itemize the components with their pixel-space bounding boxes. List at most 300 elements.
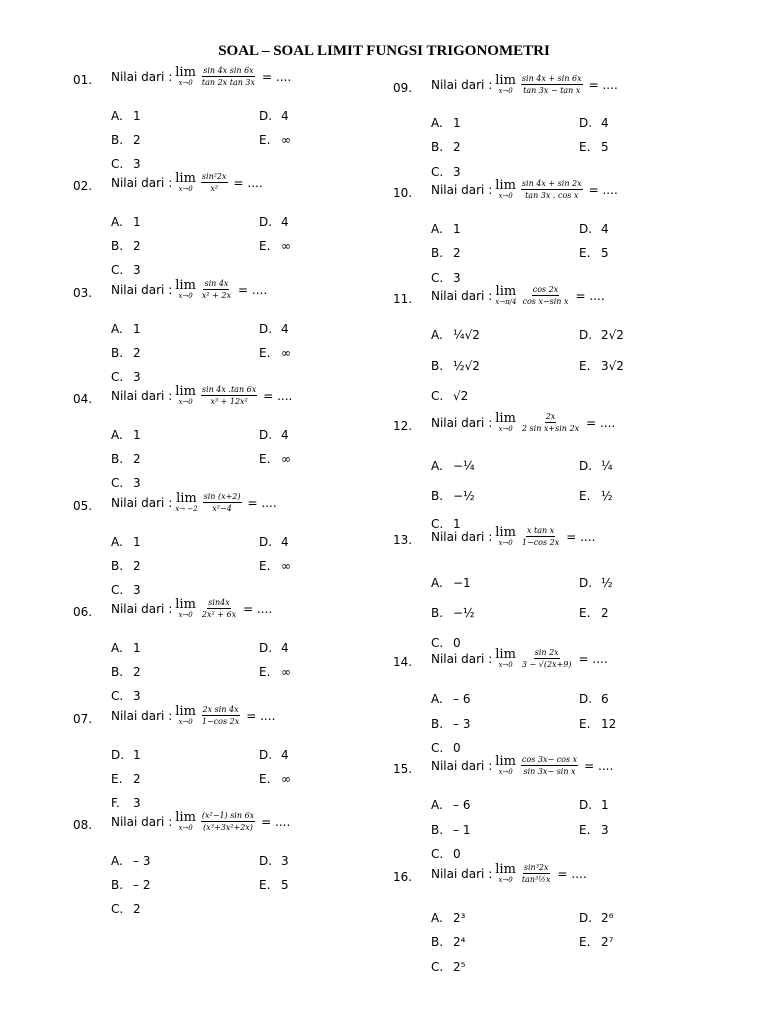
answer-option[interactable] <box>111 641 141 655</box>
fraction-denominator: x² + 2x <box>201 291 232 301</box>
answer-option[interactable] <box>259 748 289 762</box>
answer-option[interactable] <box>259 452 291 466</box>
answer-option[interactable] <box>259 878 289 892</box>
option-letter: C. <box>431 741 444 755</box>
question-number: 11. <box>393 292 413 306</box>
answer-option[interactable] <box>111 854 150 868</box>
limit-approach: x→0 <box>178 718 193 727</box>
question-header <box>393 525 723 560</box>
answer-option[interactable] <box>111 452 141 466</box>
answer-option[interactable] <box>431 823 470 837</box>
answer-option[interactable] <box>431 165 461 179</box>
option-letter: D. <box>259 748 273 762</box>
option-letter: A. <box>111 854 123 868</box>
question-text <box>431 179 618 200</box>
answer-option[interactable] <box>259 215 289 229</box>
equals-dots: = .... <box>584 758 614 773</box>
option-value: 4 <box>281 535 289 549</box>
question-text <box>111 172 263 193</box>
answer-option[interactable] <box>431 459 475 473</box>
option-value: 2 <box>133 902 141 916</box>
answer-option[interactable] <box>111 346 141 360</box>
equals-dots: = .... <box>588 77 618 92</box>
limit-operator <box>495 648 516 669</box>
option-value: ½ <box>601 489 613 503</box>
option-letter: B. <box>111 133 124 147</box>
option-letter: E. <box>579 717 591 731</box>
fraction-numerator: sin²2x <box>201 172 228 183</box>
answer-option[interactable] <box>111 215 141 229</box>
option-value: 4 <box>601 222 609 236</box>
limit-fraction <box>521 179 583 200</box>
question-number: 13. <box>393 533 413 547</box>
option-value: 1 <box>133 215 141 229</box>
answer-option[interactable] <box>259 239 291 253</box>
option-value: 5 <box>601 246 609 260</box>
option-value: ∞ <box>281 452 291 466</box>
option-value: 12 <box>601 717 617 731</box>
option-value: ∞ <box>281 772 291 786</box>
limit-operator <box>495 412 516 433</box>
option-letter: B. <box>111 452 124 466</box>
answer-option[interactable] <box>579 359 624 373</box>
answer-option[interactable] <box>259 346 291 360</box>
fraction-numerator: 2x sin 4x <box>202 705 240 716</box>
question-prefix: Nilai dari : <box>111 282 173 297</box>
fraction-numerator: 2x <box>545 412 557 423</box>
option-value: 4 <box>281 215 289 229</box>
answer-option[interactable] <box>579 459 613 473</box>
answer-option[interactable] <box>579 246 609 260</box>
fraction-numerator: sin 4x + sin 6x <box>521 74 583 85</box>
option-value: 0 <box>453 741 461 755</box>
fraction-denominator: tan³½x <box>521 875 551 885</box>
question-header <box>393 284 723 319</box>
option-value: 3 <box>453 271 461 285</box>
answer-option[interactable] <box>431 222 461 236</box>
option-letter: D. <box>259 322 273 336</box>
option-value: 1 <box>133 748 141 762</box>
question-text <box>431 755 613 776</box>
limit-fraction <box>203 492 242 513</box>
limit-operator <box>175 598 196 619</box>
option-value: 5 <box>281 878 289 892</box>
answer-option[interactable] <box>111 878 150 892</box>
limit-fraction <box>201 598 237 619</box>
answer-option[interactable] <box>111 322 141 336</box>
option-value: 2⁵ <box>453 960 466 974</box>
option-value: 1 <box>133 428 141 442</box>
limit-approach: x→0 <box>498 192 513 201</box>
question-number: 08. <box>73 818 93 832</box>
option-letter: C. <box>111 902 124 916</box>
option-letter: A. <box>431 576 443 590</box>
option-value: 2 <box>601 606 609 620</box>
answer-option[interactable] <box>259 109 289 123</box>
question-text <box>431 648 608 669</box>
fraction-numerator: sin 4x + sin 2x <box>521 179 583 190</box>
option-value: 4 <box>281 322 289 336</box>
option-letter: B. <box>431 717 444 731</box>
limit-fraction <box>521 412 580 433</box>
option-letter: B. <box>111 346 124 360</box>
limit-fraction <box>521 863 552 884</box>
option-letter: D. <box>579 222 593 236</box>
fraction-denominator: 1−cos 2x <box>521 538 560 548</box>
fraction-denominator: (x³+3x²+2x) <box>203 823 253 833</box>
question-number: 06. <box>73 605 93 619</box>
question-prefix: Nilai dari : <box>431 415 493 430</box>
question-header <box>73 278 403 313</box>
question-number: 09. <box>393 81 413 95</box>
option-value: 2 <box>453 140 461 154</box>
answer-option[interactable] <box>259 641 289 655</box>
question-prefix: Nilai dari : <box>431 651 493 666</box>
option-letter: B. <box>431 823 444 837</box>
question-prefix: Nilai dari : <box>111 175 173 190</box>
option-value: 3 <box>133 157 141 171</box>
question-prefix: Nilai dari : <box>431 529 493 544</box>
answer-option[interactable] <box>579 911 613 925</box>
question-prefix: Nilai dari : <box>431 866 493 881</box>
answer-option[interactable] <box>111 665 141 679</box>
answer-option[interactable] <box>431 847 461 861</box>
answer-option[interactable] <box>111 428 141 442</box>
question-prefix: Nilai dari : <box>431 77 493 92</box>
question-text <box>431 863 587 884</box>
limit-operator <box>175 811 196 832</box>
answer-option[interactable] <box>579 935 613 949</box>
answer-option[interactable] <box>111 535 141 549</box>
equals-dots: = .... <box>233 175 263 190</box>
option-value: 4 <box>601 116 609 130</box>
option-value: 2 <box>133 239 141 253</box>
question-prefix: Nilai dari : <box>431 182 493 197</box>
option-letter: A. <box>111 215 123 229</box>
option-letter: D. <box>259 109 273 123</box>
fraction-denominator: sin 3x− sin x <box>523 767 576 777</box>
limit-word: lim <box>175 597 196 613</box>
equals-dots: = .... <box>557 866 587 881</box>
question-prefix: Nilai dari : <box>111 708 173 723</box>
question-header <box>393 411 723 446</box>
option-letter: E. <box>259 452 271 466</box>
option-letter: A. <box>431 798 443 812</box>
answer-option[interactable] <box>111 902 141 916</box>
option-letter: A. <box>111 641 123 655</box>
answer-option[interactable] <box>111 239 141 253</box>
limit-word: lim <box>175 171 196 187</box>
answer-option[interactable] <box>579 823 609 837</box>
option-letter: B. <box>111 665 124 679</box>
fraction-denominator: 2 sin x+sin 2x <box>521 424 580 434</box>
question-header <box>73 810 403 845</box>
fraction-denominator: tan 2x tan 3x <box>201 78 256 88</box>
fraction-denominator: x²−4 <box>212 504 232 514</box>
limit-approach: x→0 <box>178 185 193 194</box>
question-header <box>73 597 403 632</box>
option-letter: A. <box>431 328 443 342</box>
limit-operator <box>495 526 516 547</box>
limit-operator <box>175 705 196 726</box>
answer-option[interactable] <box>259 133 291 147</box>
question-prefix: Nilai dari : <box>111 69 173 84</box>
option-value: 0 <box>453 847 461 861</box>
question-text <box>431 74 618 95</box>
option-value: 1 <box>133 535 141 549</box>
limit-word: lim <box>495 73 516 89</box>
option-letter: D. <box>579 328 593 342</box>
answer-option[interactable] <box>579 692 609 706</box>
limit-approach: x→0 <box>498 876 513 885</box>
option-letter: E. <box>259 346 271 360</box>
question-prefix: Nilai dari : <box>431 758 493 773</box>
option-letter: F. <box>111 796 120 810</box>
equals-dots: = .... <box>588 182 618 197</box>
answer-option[interactable] <box>431 328 480 342</box>
limit-approach: x→0 <box>498 768 513 777</box>
option-value: 3 <box>601 823 609 837</box>
limit-word: lim <box>495 411 516 427</box>
answer-option[interactable] <box>259 428 289 442</box>
answer-option[interactable] <box>431 741 461 755</box>
answer-option[interactable] <box>431 246 461 260</box>
question-text <box>431 412 615 433</box>
equals-dots: = .... <box>247 495 277 510</box>
option-letter: E. <box>259 772 271 786</box>
option-value: 4 <box>281 428 289 442</box>
option-letter: C. <box>111 370 124 384</box>
answer-option[interactable] <box>579 489 613 503</box>
limit-operator <box>175 492 197 513</box>
answer-option[interactable] <box>431 116 461 130</box>
limit-operator <box>175 172 196 193</box>
fraction-numerator: sin 4x <box>203 279 229 290</box>
option-value: 5 <box>601 140 609 154</box>
question-text <box>431 526 595 547</box>
option-letter: D. <box>259 854 273 868</box>
question-number: 03. <box>73 286 93 300</box>
option-value: ∞ <box>281 665 291 679</box>
option-letter: D. <box>259 535 273 549</box>
answer-option[interactable] <box>111 157 141 171</box>
option-value: 4 <box>281 748 289 762</box>
option-value: 3 <box>133 370 141 384</box>
option-value: 2 <box>453 246 461 260</box>
limit-approach: x→0 <box>498 539 513 548</box>
option-value: ¼√2 <box>453 328 480 342</box>
option-value: 3 <box>281 854 289 868</box>
answer-option[interactable] <box>111 133 141 147</box>
question-header <box>73 171 403 206</box>
equals-dots: = .... <box>578 651 608 666</box>
limit-operator <box>175 66 196 87</box>
answer-option[interactable] <box>431 911 465 925</box>
answer-option[interactable] <box>431 389 468 403</box>
answer-option[interactable] <box>111 689 141 703</box>
answer-option[interactable] <box>579 140 609 154</box>
equals-dots: = .... <box>238 282 268 297</box>
question-header <box>73 384 403 419</box>
option-letter: C. <box>431 165 444 179</box>
question-header <box>73 704 403 739</box>
answer-option[interactable] <box>579 606 609 620</box>
question-prefix: Nilai dari : <box>111 601 173 616</box>
limit-word: lim <box>495 178 516 194</box>
fraction-numerator: sin 4x sin 6x <box>202 66 254 77</box>
answer-option[interactable] <box>111 748 141 762</box>
answer-option[interactable] <box>259 854 289 868</box>
limit-operator <box>495 285 516 306</box>
option-letter: B. <box>111 878 124 892</box>
option-value: ½√2 <box>453 359 480 373</box>
option-letter: A. <box>431 222 443 236</box>
answer-option[interactable] <box>431 692 470 706</box>
answer-option[interactable] <box>579 328 624 342</box>
option-letter: E. <box>259 559 271 573</box>
answer-option[interactable] <box>431 717 470 731</box>
question-header <box>393 754 723 789</box>
question-text <box>111 279 267 300</box>
option-letter: E. <box>259 133 271 147</box>
option-letter: B. <box>431 606 444 620</box>
option-value: ∞ <box>281 346 291 360</box>
answer-option[interactable] <box>579 798 609 812</box>
answer-option[interactable] <box>259 772 291 786</box>
option-value: 4 <box>281 109 289 123</box>
option-letter: E. <box>579 823 591 837</box>
question-header <box>393 647 723 682</box>
answer-option[interactable] <box>111 559 141 573</box>
option-value: 0 <box>453 636 461 650</box>
question-header <box>73 65 403 100</box>
limit-operator <box>495 755 516 776</box>
option-letter: A. <box>431 459 443 473</box>
limit-word: lim <box>176 491 197 507</box>
question-text <box>431 285 605 306</box>
option-value: −½ <box>453 606 475 620</box>
answer-option[interactable] <box>111 772 141 786</box>
limit-fraction <box>521 648 573 669</box>
option-value: −¼ <box>453 459 475 473</box>
answer-option[interactable] <box>111 263 141 277</box>
option-letter: E. <box>579 359 591 373</box>
option-letter: D. <box>259 641 273 655</box>
limit-operator <box>495 179 516 200</box>
question-number: 01. <box>73 73 93 87</box>
answer-option[interactable] <box>431 489 475 503</box>
answer-option[interactable] <box>579 576 613 590</box>
question-prefix: Nilai dari : <box>431 288 493 303</box>
answer-option[interactable] <box>431 935 465 949</box>
answer-option[interactable] <box>111 796 141 810</box>
option-letter: B. <box>111 559 124 573</box>
answer-option[interactable] <box>431 606 475 620</box>
limit-word: lim <box>175 278 196 294</box>
answer-option[interactable] <box>259 559 291 573</box>
limit-approach: x→0 <box>178 824 193 833</box>
question-number: 14. <box>393 655 413 669</box>
option-value: 1 <box>453 517 461 531</box>
question-prefix: Nilai dari : <box>111 388 173 403</box>
fraction-numerator: sin³2x <box>523 863 550 874</box>
answer-option[interactable] <box>431 271 461 285</box>
answer-option[interactable] <box>259 322 289 336</box>
limit-word: lim <box>175 65 196 81</box>
fraction-numerator: cos 3x− cos x <box>521 755 578 766</box>
limit-fraction <box>521 285 569 306</box>
fraction-numerator: sin 4x .tan 6x <box>201 385 257 396</box>
limit-fraction <box>201 385 257 406</box>
answer-option[interactable] <box>579 222 609 236</box>
question-number: 10. <box>393 186 413 200</box>
option-letter: C. <box>431 847 444 861</box>
answer-option[interactable] <box>259 665 291 679</box>
limit-approach: x→0 <box>498 87 513 96</box>
option-value: 2√2 <box>601 328 624 342</box>
limit-approach: x→0 <box>498 425 513 434</box>
answer-option[interactable] <box>111 476 141 490</box>
option-letter: E. <box>579 606 591 620</box>
answer-option[interactable] <box>431 576 471 590</box>
option-letter: D. <box>579 116 593 130</box>
fraction-denominator: cos x−sin x <box>522 297 569 307</box>
answer-option[interactable] <box>111 109 141 123</box>
equals-dots: = .... <box>263 388 293 403</box>
option-value: 2 <box>133 452 141 466</box>
question-text <box>111 492 277 513</box>
option-letter: D. <box>259 215 273 229</box>
answer-option[interactable] <box>259 535 289 549</box>
equals-dots: = .... <box>246 708 276 723</box>
limit-word: lim <box>495 284 517 300</box>
fraction-denominator: x² <box>210 184 219 194</box>
answer-option[interactable] <box>111 583 141 597</box>
fraction-numerator: (x²−1) sin 6x <box>201 811 255 822</box>
option-value: ∞ <box>281 133 291 147</box>
option-value: 2 <box>133 772 141 786</box>
equals-dots: = .... <box>566 529 596 544</box>
answer-option[interactable] <box>111 370 141 384</box>
answer-option[interactable] <box>431 960 465 974</box>
limit-approach: x→0 <box>498 661 513 670</box>
answer-option[interactable] <box>431 359 480 373</box>
option-value: 2 <box>133 665 141 679</box>
answer-option[interactable] <box>431 140 461 154</box>
question-text <box>111 66 291 87</box>
option-letter: B. <box>431 140 444 154</box>
limit-approach: x→0 <box>178 79 193 88</box>
limit-fraction <box>201 279 232 300</box>
option-value: 2 <box>133 133 141 147</box>
answer-option[interactable] <box>431 798 470 812</box>
option-value: 2 <box>133 346 141 360</box>
option-value: 1 <box>453 116 461 130</box>
option-letter: B. <box>431 489 444 503</box>
question-number: 05. <box>73 499 93 513</box>
answer-option[interactable] <box>579 116 609 130</box>
fraction-numerator: cos 2x <box>532 285 560 296</box>
answer-option[interactable] <box>579 717 616 731</box>
limit-word: lim <box>495 754 516 770</box>
option-value: 6 <box>601 692 609 706</box>
option-value: 1 <box>133 322 141 336</box>
equals-dots: = .... <box>262 69 292 84</box>
option-value: ∞ <box>281 239 291 253</box>
option-letter: D. <box>111 748 125 762</box>
option-value: – 6 <box>453 798 471 812</box>
option-value: 3 <box>453 165 461 179</box>
